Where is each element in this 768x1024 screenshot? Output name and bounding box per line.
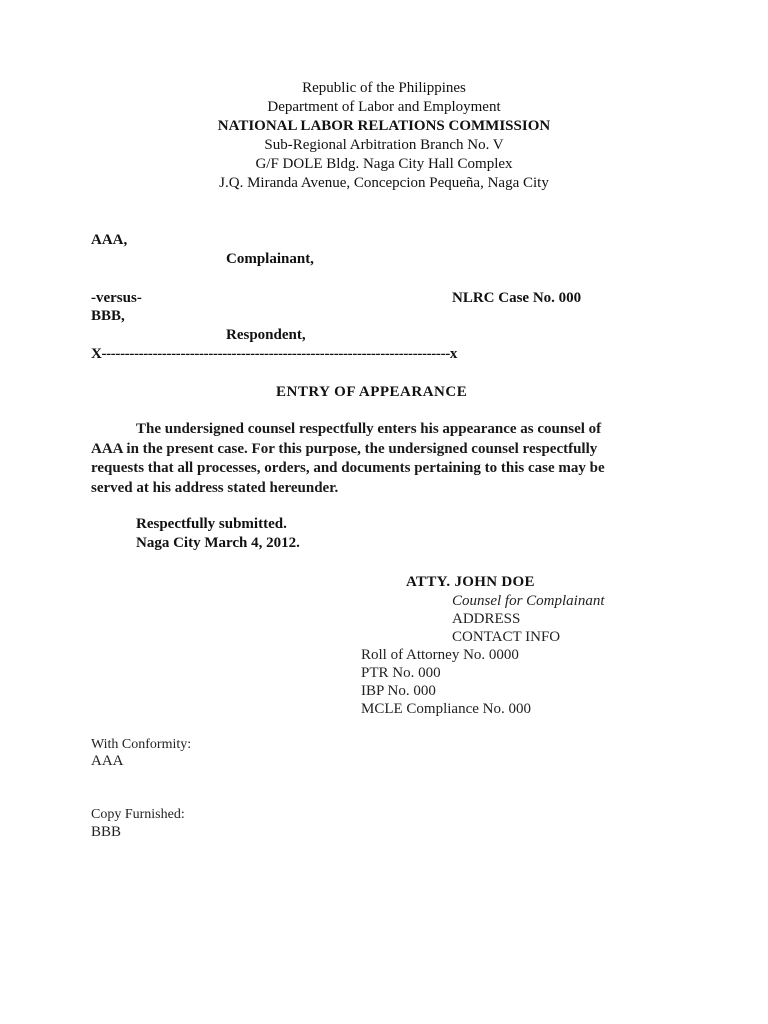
conformity-name: AAA	[91, 753, 124, 769]
counsel-name: ATTY. JOHN DOE	[406, 574, 535, 590]
respondent-name: BBB,	[91, 308, 125, 324]
body-paragraph	[91, 420, 651, 498]
letterhead-building: G/F DOLE Bldg. Naga City Hall Complex	[255, 156, 513, 172]
counsel-address: ADDRESS	[452, 611, 521, 627]
copy-furnished-label: Copy Furnished:	[91, 807, 185, 822]
letterhead-department: Department of Labor and Employment	[267, 99, 501, 115]
case-number: NLRC Case No. 000	[452, 290, 582, 306]
respondent-label: Respondent,	[226, 327, 306, 343]
respectfully-submitted: Respectfully submitted.	[136, 516, 287, 532]
letterhead-address: J.Q. Miranda Avenue, Concepcion Pequeña, Naga City	[219, 175, 549, 191]
letterhead-commission: NATIONAL LABOR RELATIONS COMMISSION	[217, 118, 551, 134]
roll-of-attorney: Roll of Attorney No. 0000	[361, 647, 519, 663]
document-title: ENTRY OF APPEARANCE	[276, 384, 468, 400]
caption-divider: X---------------------------------------------------------------------------x	[91, 346, 458, 362]
letterhead	[0, 79, 768, 193]
copy-furnished-name: BBB	[91, 824, 122, 840]
body-line: AAA in the present case. For this purpose, the undersigned counsel respectfully	[91, 440, 598, 457]
ibp-number: IBP No. 000	[361, 683, 436, 699]
body-line: served at his address stated hereunder.	[91, 479, 339, 496]
place-date: Naga City March 4, 2012.	[136, 535, 300, 551]
letterhead-republic: Republic of the Philippines	[302, 80, 466, 96]
body-line: The undersigned counsel respectfully enters his appearance as counsel of	[136, 421, 602, 437]
complainant-name: AAA,	[91, 232, 128, 248]
complainant-label: Complainant,	[226, 251, 314, 267]
ptr-number: PTR No. 000	[361, 665, 441, 681]
counsel-role: Counsel for Complainant	[452, 593, 605, 609]
versus-label: -versus-	[91, 290, 142, 306]
mcle-number: MCLE Compliance No. 000	[361, 701, 531, 717]
body-line: requests that all processes, orders, and documents pertaining to this case may be	[91, 460, 605, 476]
letterhead-branch: Sub-Regional Arbitration Branch No. V	[264, 137, 504, 153]
counsel-contact: CONTACT INFO	[452, 629, 561, 645]
conformity-label: With Conformity:	[91, 737, 192, 752]
